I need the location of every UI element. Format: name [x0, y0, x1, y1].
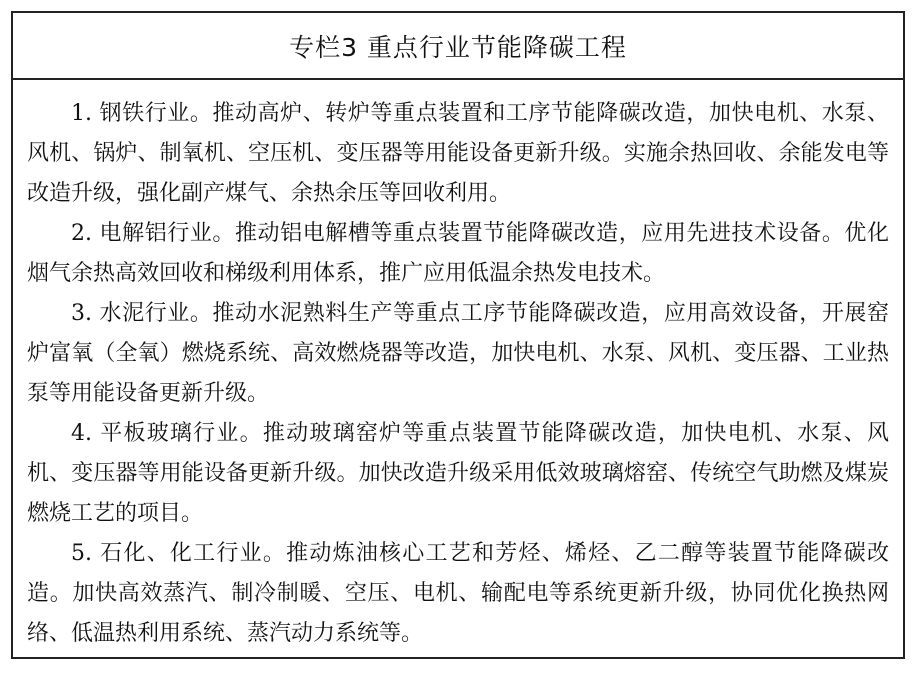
- paragraph-lead: 5. 石化、化工行业。: [71, 541, 287, 566]
- paragraph-petrochemical: [27, 534, 889, 654]
- paragraph-aluminum: [27, 214, 889, 294]
- column-box: [11, 11, 905, 659]
- paragraph-glass: [27, 414, 889, 534]
- paragraph-lead: 4. 平板玻璃行业。: [71, 421, 263, 446]
- paragraph-lead: 1. 钢铁行业。: [71, 101, 213, 126]
- paragraph-cement: [27, 294, 889, 414]
- paragraph-lead: 2. 电解铝行业。: [71, 221, 235, 246]
- box-title: 专栏3 重点行业节能降碳工程: [289, 32, 627, 62]
- paragraph-body: 推动高炉、转炉等重点装置和工序节能降碳改造，加快电机、水泵、风机、锅炉、制氧机、空压机、变压器等用能设备更新升级。实施余热回收、余能发电等改造升级，强化副产煤气、余热余压等回收利用。: [27, 101, 889, 206]
- paragraph-body: 推动水泥熟料生产等重点工序节能降碳改造，应用高效设备，开展窑炉富氧（全氧）燃烧系统、高效燃烧器等改造，加快电机、水泵、风机、变压器、工业热泵等用能设备更新升级。: [27, 301, 889, 406]
- content-area: [13, 80, 903, 654]
- paragraph-body: 推动铝电解槽等重点装置节能降碳改造，应用先进技术设备。优化烟气余热高效回收和梯级利用体系，推广应用低温余热发电技术。: [27, 221, 889, 286]
- paragraph-steel: [27, 94, 889, 214]
- title-row: [13, 13, 903, 80]
- paragraph-lead: 3. 水泥行业。: [71, 301, 213, 326]
- paragraph-body: 推动炼油核心工艺和芳烃、烯烃、乙二醇等装置节能降碳改造。加快高效蒸汽、制冷制暖、空压、电机、输配电等系统更新升级，协同优化换热网络、低温热利用系统、蒸汽动力系统等。: [27, 541, 889, 646]
- paragraph-body: 推动玻璃窑炉等重点装置节能降碳改造，加快电机、水泵、风机、变压器等用能设备更新升级。加快改造升级采用低效玻璃熔窑、传统空气助燃及煤炭燃烧工艺的项目。: [27, 421, 889, 526]
